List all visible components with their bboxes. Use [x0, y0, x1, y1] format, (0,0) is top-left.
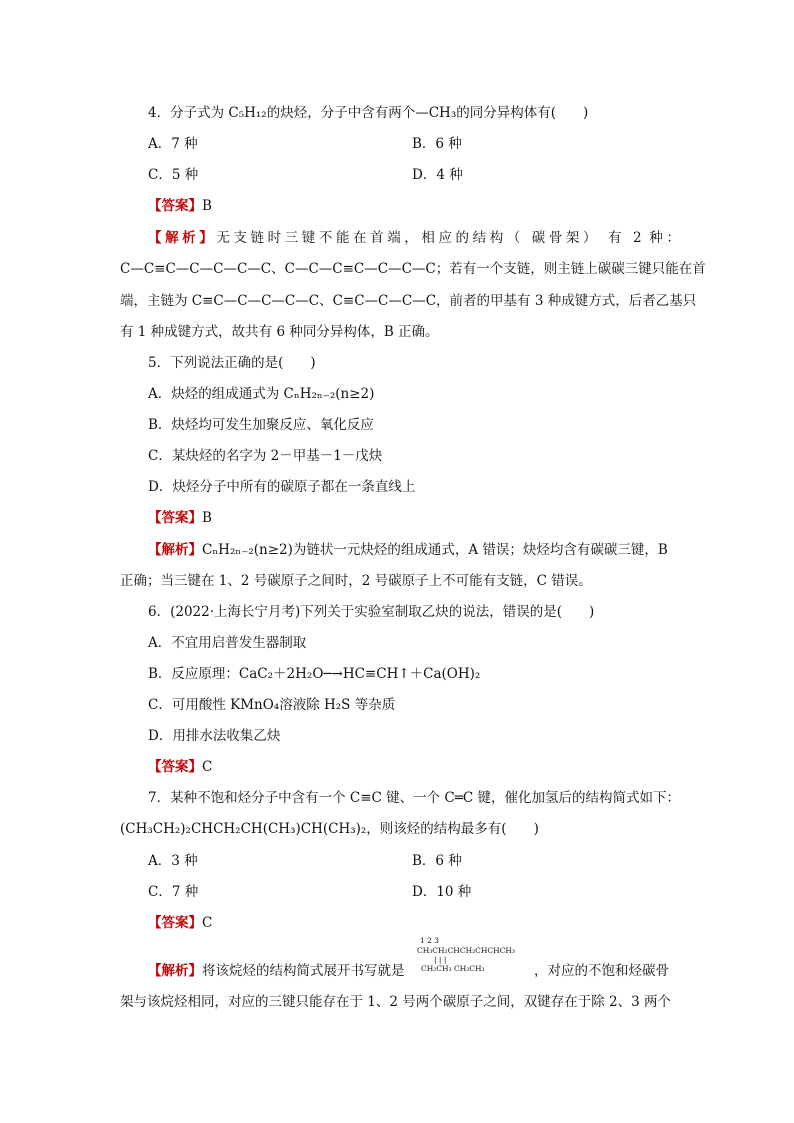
q7-option-d: D．10 种 [412, 884, 472, 900]
formula-branches: CH₂CH₃ CH₃CH₃ [421, 964, 485, 973]
q5-analysis-text-1: CₙH₂ₙ₋₂(n≥2)为链状一元炔烃的组成通式，A 错误；炔烃均含有碳碳三键，B [202, 542, 668, 558]
q5-stem: 5．下列说法正确的是( ) [148, 355, 316, 371]
q4-answer [148, 197, 212, 215]
q4-option-d: D．4 种 [412, 167, 463, 183]
q5-option-c: C．某炔烃的名字为 2－甲基－1－戊炔 [148, 448, 383, 464]
q4-stem: 4．分子式为 C₅H₁₂的炔烃，分子中含有两个—CH₃的同分异构体有( ) [148, 105, 589, 121]
q5-answer-value: B [202, 510, 212, 526]
q5-answer [148, 509, 212, 527]
formula-carbon-numbers: 1 2 3 [420, 936, 440, 945]
q4-analysis-line-1 [148, 229, 680, 247]
q7-answer [148, 914, 212, 932]
answer-tag: 【答案】 [148, 915, 202, 931]
q7-stem-line-2: (CH₃CH₂)₂CHCH₂CH(CH₃)CH(CH₃)₂，则该烃的结构最多有( ) [120, 821, 539, 837]
q6-answer [148, 758, 212, 776]
q7-analysis-line-1b: ，对应的不饱和烃碳骨 [534, 963, 669, 979]
q4-analysis-text-1: 无支链时三键不能在首端，相应的结构（ 碳骨架） 有 2 种： [216, 230, 680, 246]
answer-tag: 【答案】 [148, 198, 202, 214]
q6-option-b: B．反应原理：CaC₂＋2H₂O─→HC≡CH↑＋Ca(OH)₂ [148, 666, 481, 682]
q7-option-c: C．7 种 [148, 884, 199, 900]
q6-option-d: D．用排水法收集乙炔 [148, 728, 281, 744]
q4-analysis-line-3: 端，主链为 C≡C—C—C—C—C、C≡C—C—C—C，前者的甲基有 3 种成键方式，后者乙基只 [120, 293, 697, 309]
q6-option-a: A．不宜用启普发生器制取 [148, 635, 307, 651]
q5-analysis-line-1 [148, 541, 668, 559]
analysis-tag: 【解析】 [148, 542, 202, 558]
q7-analysis-line-2: 架与该烷烃相同，对应的三键只能存在于 1、2 号两个碳原子之间，双键存在于除 2、3 两个 [120, 994, 672, 1010]
q7-option-b: B．6 种 [412, 853, 462, 869]
analysis-tag: 【解析】 [148, 963, 202, 979]
answer-tag: 【答案】 [148, 759, 202, 775]
q4-answer-value: B [202, 198, 212, 214]
analysis-tag: 【解析】 [148, 230, 217, 246]
q6-stem: 6．(2022·上海长宁月考)下列关于实验室制取乙炔的说法，错误的是( ) [148, 604, 595, 620]
q4-analysis-line-2: C—C≡C—C—C—C—C、C—C—C≡C—C—C—C；若有一个支链，则主链上碳碳三键只能在首 [120, 261, 706, 277]
formula-main-chain: CH₃CH₂CHCH₂CHCHCH₃ [417, 946, 515, 955]
q5-option-a: A．炔烃的组成通式为 CₙH₂ₙ₋₂(n≥2) [148, 386, 375, 402]
q5-analysis-line-2: 正确；当三键在 1、2 号碳原子之间时，2 号碳原子上不可能有支链，C 错误。 [120, 573, 592, 589]
answer-tag: 【答案】 [148, 510, 202, 526]
q6-option-c: C．可用酸性 KMnO₄溶液除 H₂S 等杂质 [148, 697, 396, 713]
formula-bonds: | | | [434, 955, 447, 964]
q7-option-a: A．3 种 [148, 853, 198, 869]
q7-stem-line-1: 7．某种不饱和烃分子中含有一个 C≡C 键、一个 C═C 键，催化加氢后的结构简式如下： [148, 790, 681, 806]
q4-option-a: A．7 种 [148, 136, 198, 152]
q6-answer-value: C [202, 759, 213, 775]
q7-analysis-text-1: 将该烷烃的结构简式展开书写就是 [202, 963, 405, 979]
q4-option-c: C．5 种 [148, 167, 199, 183]
q5-option-b: B．炔烃均可发生加聚反应、氧化反应 [148, 417, 374, 433]
q7-analysis-line-1a [148, 962, 405, 980]
q4-option-b: B．6 种 [412, 136, 462, 152]
q5-option-d: D．炔烃分子中所有的碳原子都在一条直线上 [148, 479, 416, 495]
q7-answer-value: C [202, 915, 213, 931]
q4-analysis-line-4: 有 1 种成键方式，故共有 6 种同分异构体，B 正确。 [120, 324, 439, 340]
